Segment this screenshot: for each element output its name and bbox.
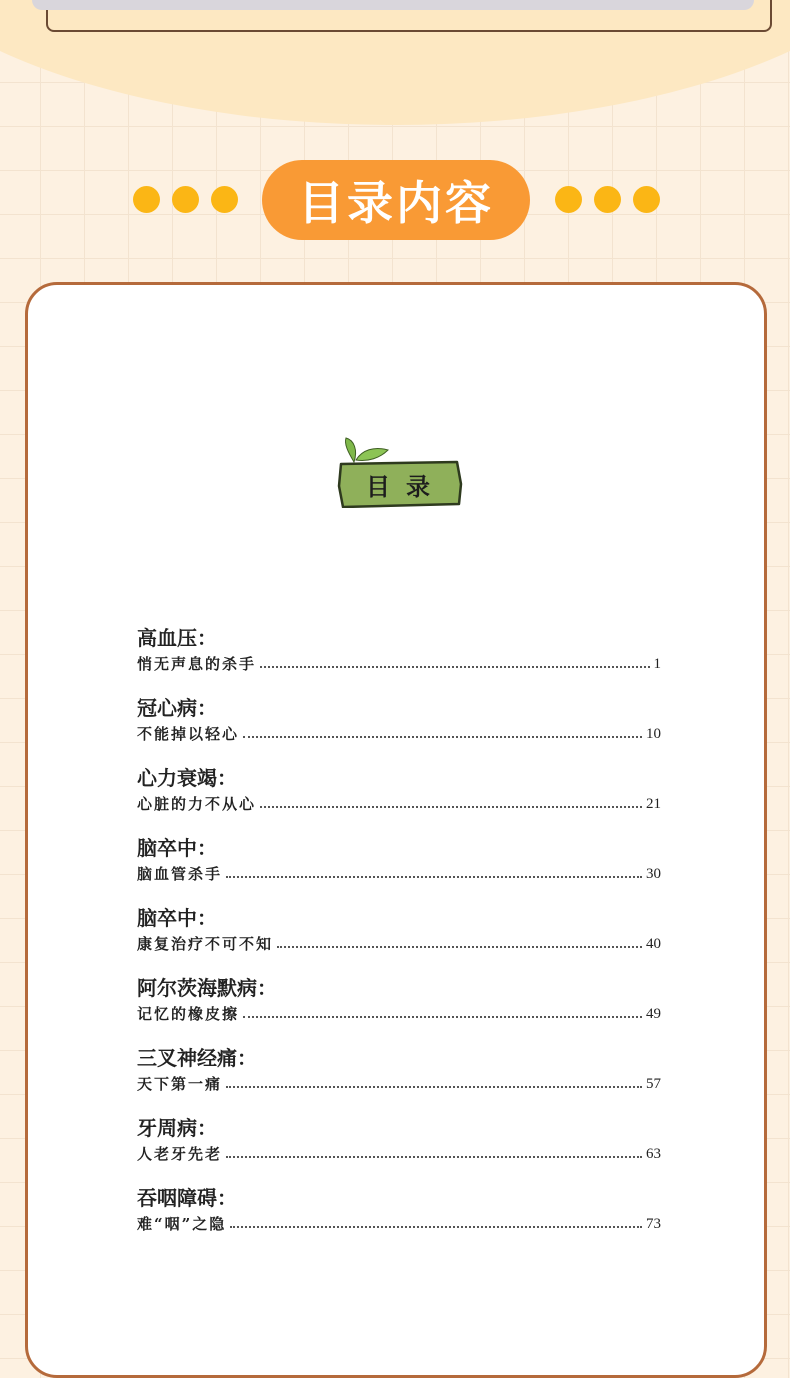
dot-leader (230, 1226, 642, 1228)
dot-leader (243, 736, 642, 738)
dot-leader (260, 806, 642, 808)
top-strip (32, 0, 754, 10)
dot-leader (226, 1086, 642, 1088)
toc-entry-line (137, 1142, 661, 1164)
toc-entry-page: 30 (646, 866, 661, 882)
toc-entry-heading: 三叉神经痛： (137, 1046, 257, 1070)
toc-entry-page: 1 (653, 656, 661, 672)
decor-dot-left-3 (211, 186, 238, 213)
toc-entry-line (137, 932, 661, 954)
toc-entry-line (137, 862, 661, 884)
toc-entry-page: 57 (646, 1076, 661, 1092)
toc-entry-line (137, 1072, 661, 1094)
dot-leader (260, 666, 649, 668)
toc-entry-subtitle: 脑血管杀手 (137, 865, 223, 883)
toc-entry-subtitle: 悄无声息的杀手 (137, 655, 257, 673)
toc-entry-subtitle: 难“咽”之隐 (137, 1215, 227, 1233)
toc-entry-page: 49 (646, 1006, 661, 1022)
toc-entry-heading: 阿尔茨海默病： (137, 976, 277, 1000)
toc-entry-line (137, 652, 661, 674)
dot-leader (277, 946, 642, 948)
toc-entry-line (137, 792, 661, 814)
toc-entry[interactable] (137, 1045, 661, 1115)
toc-entry-page: 40 (646, 936, 661, 952)
toc-entry[interactable] (137, 835, 661, 905)
toc-entry-subtitle: 不能掉以轻心 (137, 725, 240, 743)
dot-leader (243, 1016, 642, 1018)
decor-dot-left-2 (172, 186, 199, 213)
toc-badge-label: 目录 (366, 472, 446, 501)
toc-list (137, 625, 661, 1255)
toc-entry[interactable] (137, 765, 661, 835)
toc-entry-subtitle: 康复治疗不可不知 (137, 935, 274, 953)
decor-dot-right-1 (555, 186, 582, 213)
dot-leader (226, 876, 642, 878)
toc-entry-page: 21 (646, 796, 661, 812)
toc-entry-heading: 高血压： (137, 626, 217, 650)
toc-entry-heading: 脑卒中： (137, 906, 217, 930)
toc-entry-heading: 心力衰竭： (137, 766, 237, 790)
toc-entry-line (137, 1212, 661, 1234)
toc-entry[interactable] (137, 1185, 661, 1255)
dot-leader (226, 1156, 642, 1158)
toc-entry[interactable] (137, 625, 661, 695)
toc-entry-line (137, 722, 661, 744)
toc-entry-subtitle: 人老牙先老 (137, 1145, 223, 1163)
toc-entry[interactable] (137, 695, 661, 765)
toc-entry-heading: 脑卒中： (137, 836, 217, 860)
decor-dot-right-3 (633, 186, 660, 213)
toc-entry-page: 73 (646, 1216, 661, 1232)
toc-badge (337, 460, 463, 508)
toc-entry-heading: 吞咽障碍： (137, 1186, 237, 1210)
toc-entry-page: 63 (646, 1146, 661, 1162)
toc-entry-heading: 冠心病： (137, 696, 217, 720)
toc-entry-subtitle: 天下第一痛 (137, 1075, 223, 1093)
toc-entry-heading: 牙周病： (137, 1116, 217, 1140)
toc-entry[interactable] (137, 905, 661, 975)
decor-dot-left-1 (133, 186, 160, 213)
toc-entry-page: 10 (646, 726, 661, 742)
decor-dot-right-2 (594, 186, 621, 213)
toc-entry[interactable] (137, 1115, 661, 1185)
toc-entry-subtitle: 记忆的橡皮擦 (137, 1005, 240, 1023)
toc-entry[interactable] (137, 975, 661, 1045)
toc-entry-line (137, 1002, 661, 1024)
section-title: 目录内容 (262, 160, 530, 240)
toc-entry-subtitle: 心脏的力不从心 (137, 795, 257, 813)
